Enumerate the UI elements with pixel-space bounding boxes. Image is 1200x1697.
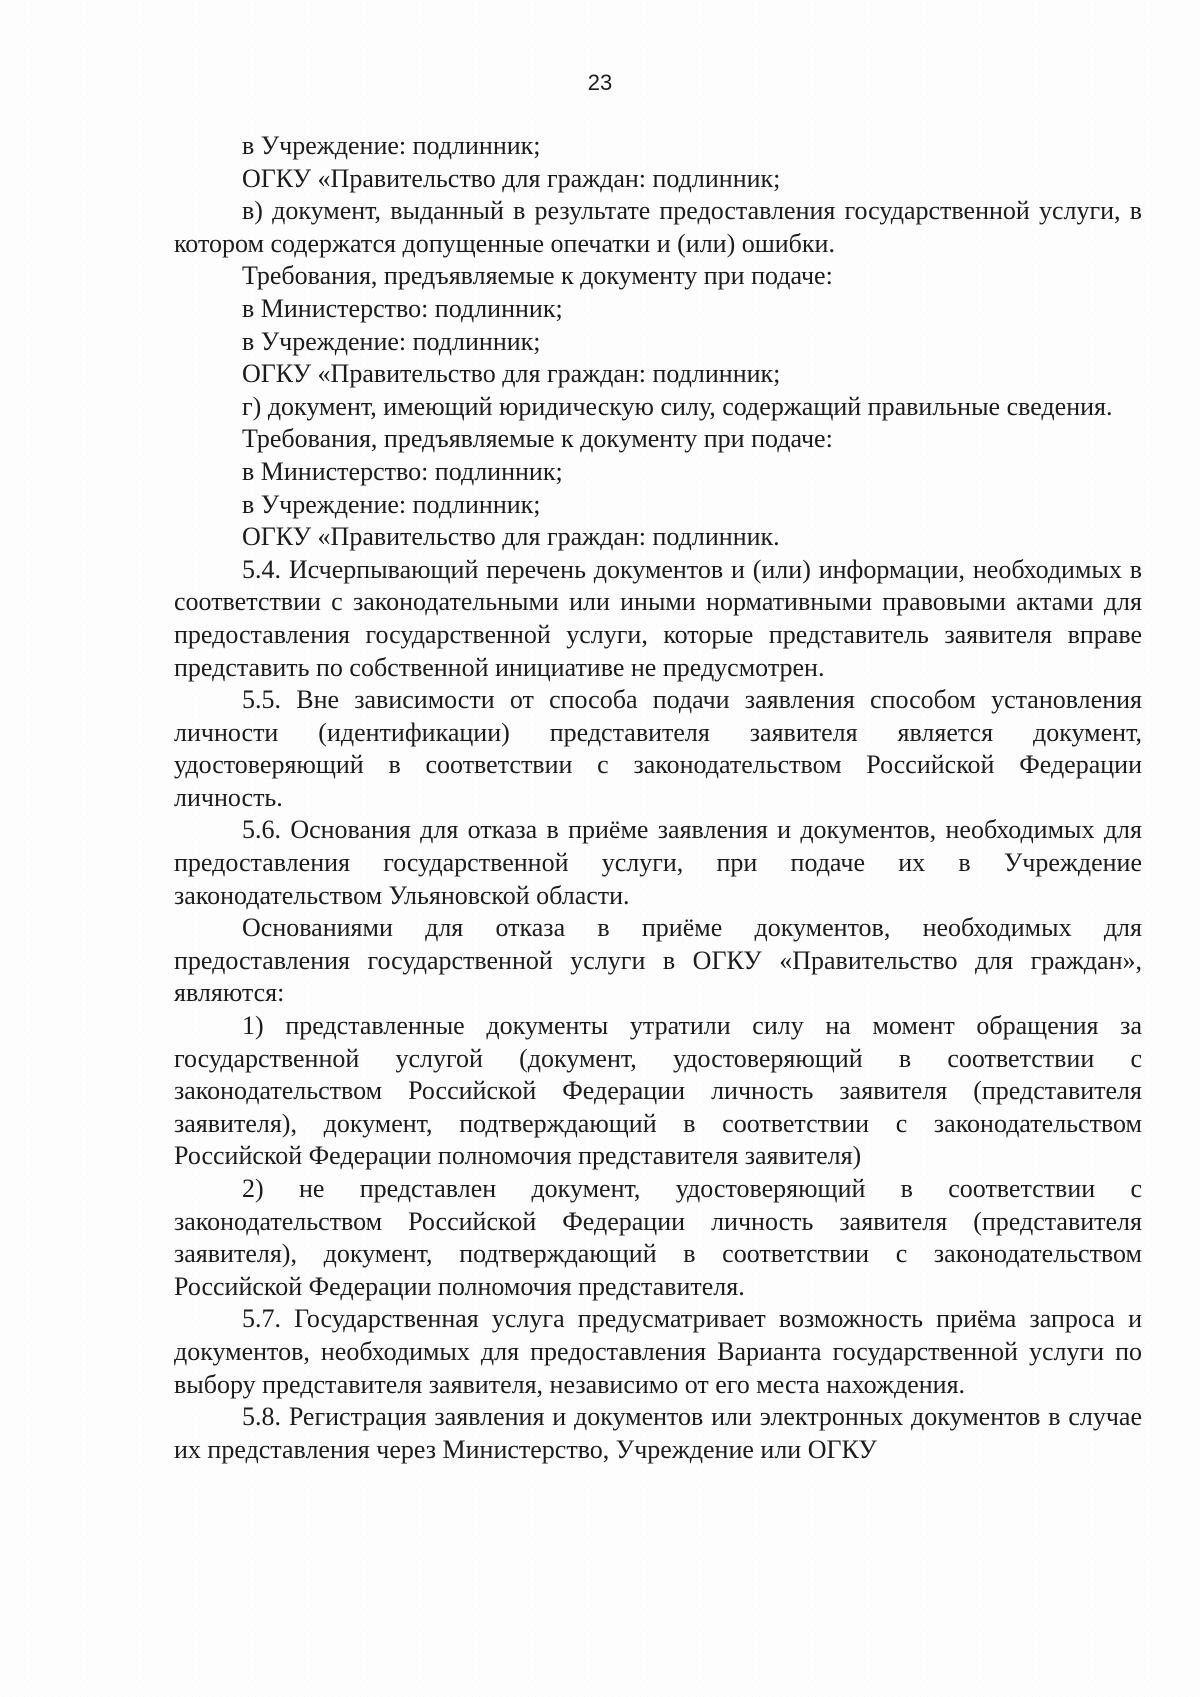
paragraph: в Учреждение: подлинник;	[242, 326, 541, 356]
paragraph: 1) представленные документы утратили силу на момент обращения за государственной услугой (документ, удостоверяющий в соответствии с законодательством Российской Федерации личность заявителя (представителя заявителя), документ, подтверждающий в соответствии с законодательством Российской Федерации полномочия представителя заявителя)	[174, 1011, 1142, 1171]
paragraph: 5.8. Регистрация заявления и документов или электронных документов в случае их представления через Министерство, Учреждение или ОГКУ	[174, 1402, 1142, 1464]
page-number: 23	[587, 70, 613, 95]
paragraph: 5.5. Вне зависимости от способа подачи заявления способом установления личности (идентификации) представителя заявителя является документ, удостоверяющий в соответствии с законодательством Российской Федерации личность.	[174, 685, 1142, 812]
paragraph: в Учреждение: подлинник;	[242, 489, 541, 519]
paragraph: в Министерство: подлинник;	[242, 456, 563, 486]
paragraph: 5.4. Исчерпывающий перечень документов и (или) информации, необходимых в соответствии с законодательными или иными нормативными правовыми актами для предоставления государственной услуги, которые представитель заявителя вправе представить по собственной инициативе не предусмотрен.	[174, 554, 1142, 682]
paragraph: 5.7. Государственная услуга предусматривает возможность приёма запроса и документов, необходимых для предоставления Варианта государственной услуги по выбору представителя заявителя, независимо от его места нахождения.	[174, 1304, 1142, 1399]
paragraph: 5.6. Основания для отказа в приёме заявления и документов, необходимых для предоставления государственной услуги, при подаче их в Учреждение законодательством Ульяновской области.	[174, 815, 1142, 910]
document-body	[174, 130, 1142, 1466]
paragraph: г) документ, имеющий юридическую силу, содержащий правильные сведения.	[242, 391, 1113, 421]
paragraph: Требования, предъявляемые к документу при подаче:	[242, 261, 833, 291]
paragraph: ОГКУ «Правительство для граждан: подлинник;	[242, 359, 781, 389]
paragraph: в Учреждение: подлинник;	[242, 131, 541, 160]
paragraph: ОГКУ «Правительство для граждан: подлинник;	[242, 163, 781, 193]
paragraph: Требования, предъявляемые к документу при подаче:	[242, 424, 833, 454]
paragraph: ОГКУ «Правительство для граждан: подлинник.	[242, 522, 780, 552]
paragraph: в) документ, выданный в результате предоставления государственной услуги, в котором содержатся допущенные опечатки и (или) ошибки.	[174, 196, 1142, 258]
paragraph: 2) не представлен документ, удостоверяющий в соответствии с законодательством Российской Федерации личность заявителя (представителя заявителя), документ, подтверждающий в соответствии с законодательством Российской Федерации полномочия представителя.	[174, 1174, 1142, 1301]
paragraph: Основаниями для отказа в приёме документов, необходимых для предоставления государственной услуги в ОГКУ «Правительство для граждан», являются:	[174, 913, 1142, 1008]
paragraph: в Министерство: подлинник;	[242, 293, 563, 323]
